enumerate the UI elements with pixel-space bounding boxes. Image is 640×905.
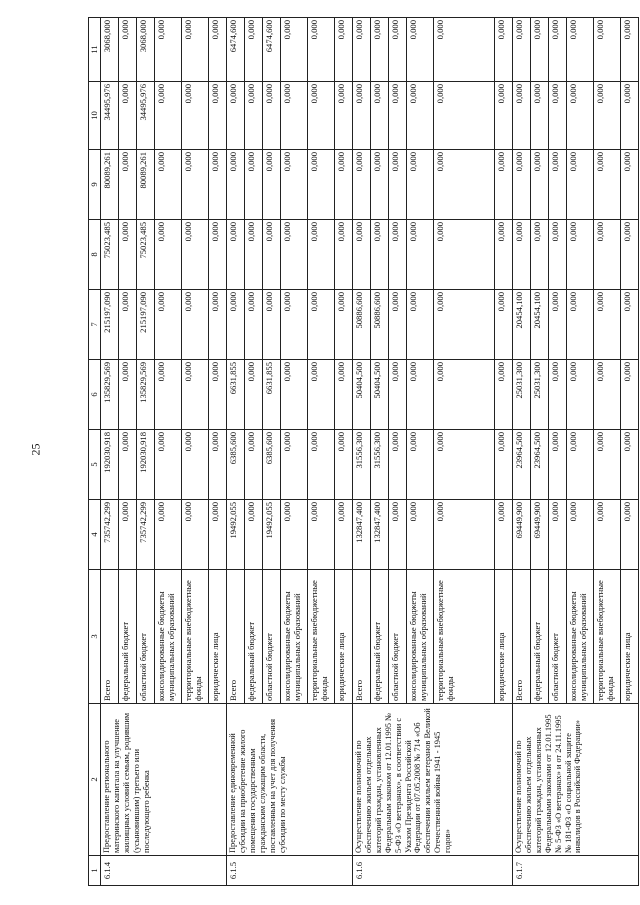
funding-source: областной бюджет	[137, 570, 155, 704]
amount-cell: 0,000	[594, 430, 621, 500]
amount-cell: 0,000	[594, 500, 621, 570]
amount-cell: 0,000	[119, 18, 137, 82]
amount-cell: 0,000	[353, 82, 371, 150]
funding-source: юридические лица	[621, 570, 639, 704]
amount-cell: 0,000	[495, 220, 513, 290]
amount-cell: 0,000	[182, 18, 209, 82]
amount-cell: 0,000	[155, 430, 182, 500]
amount-cell: 0,000	[308, 360, 335, 430]
amount-cell: 80089,261	[137, 150, 155, 220]
amount-cell: 132847,400	[371, 500, 389, 570]
amount-cell: 0,000	[227, 220, 245, 290]
amount-cell: 0,000	[434, 18, 495, 82]
table-row	[353, 18, 371, 886]
amount-cell: 0,000	[495, 360, 513, 430]
funding-source: консолидированные бюджеты муниципальных образований	[407, 570, 434, 704]
amount-cell: 0,000	[407, 82, 434, 150]
amount-cell: 69449,900	[513, 500, 531, 570]
amount-cell: 0,000	[531, 18, 549, 82]
amount-cell: 50886,600	[371, 290, 389, 360]
amount-cell: 192030,918	[137, 430, 155, 500]
table-row	[227, 18, 245, 886]
amount-cell: 19492,055	[227, 500, 245, 570]
amount-cell: 0,000	[407, 18, 434, 82]
amount-cell: 0,000	[119, 290, 137, 360]
amount-cell: 0,000	[549, 220, 567, 290]
amount-cell: 0,000	[263, 82, 281, 150]
amount-cell: 0,000	[621, 290, 639, 360]
funding-source: Всего	[513, 570, 531, 704]
amount-cell: 0,000	[119, 220, 137, 290]
amount-cell: 3068,000	[101, 18, 119, 82]
amount-cell: 0,000	[308, 430, 335, 500]
amount-cell: 0,000	[567, 82, 594, 150]
amount-cell: 0,000	[434, 430, 495, 500]
header-cell: 5	[89, 430, 101, 500]
amount-cell: 0,000	[281, 500, 308, 570]
amount-cell: 0,000	[209, 18, 227, 82]
amount-cell: 0,000	[281, 150, 308, 220]
amount-cell: 0,000	[434, 290, 495, 360]
funding-source: Всего	[353, 570, 371, 704]
amount-cell: 0,000	[209, 430, 227, 500]
amount-cell: 0,000	[308, 82, 335, 150]
amount-cell: 0,000	[567, 430, 594, 500]
amount-cell: 0,000	[389, 290, 407, 360]
funding-source: территориальные внебюджетные фонды	[182, 570, 209, 704]
amount-cell: 0,000	[389, 430, 407, 500]
amount-cell: 6631,855	[227, 360, 245, 430]
amount-cell: 0,000	[182, 82, 209, 150]
amount-cell: 735742,299	[137, 500, 155, 570]
amount-cell: 0,000	[434, 220, 495, 290]
amount-cell: 0,000	[245, 220, 263, 290]
funding-source: территориальные внебюджетные фонды	[434, 570, 495, 704]
amount-cell: 0,000	[245, 360, 263, 430]
amount-cell: 0,000	[245, 18, 263, 82]
amount-cell: 20454,100	[513, 290, 531, 360]
amount-cell: 0,000	[621, 500, 639, 570]
amount-cell: 0,000	[227, 150, 245, 220]
header-cell: 4	[89, 500, 101, 570]
amount-cell: 50886,600	[353, 290, 371, 360]
funding-source: консолидированные бюджеты муниципальных образований	[281, 570, 308, 704]
amount-cell: 0,000	[263, 150, 281, 220]
amount-cell: 25031,300	[513, 360, 531, 430]
amount-cell: 0,000	[407, 290, 434, 360]
header-cell: 1	[89, 856, 101, 886]
amount-cell: 0,000	[567, 220, 594, 290]
amount-cell: 50404,500	[371, 360, 389, 430]
item-name: Осуществление полномочий по обеспечению жильем отдельных категорий граждан, установленных Федеральными законами от 12.01.1995 № 5-ФЗ «О ветеранах» и от 24.11.1995 № 181-ФЗ «О социальной защите инвалидов в Российской Федерации»	[513, 704, 639, 856]
amount-cell: 0,000	[209, 500, 227, 570]
page-number: 25	[28, 443, 43, 456]
amount-cell: 0,000	[567, 290, 594, 360]
amount-cell: 0,000	[549, 82, 567, 150]
amount-cell: 31556,300	[353, 430, 371, 500]
amount-cell: 0,000	[495, 430, 513, 500]
amount-cell: 19492,055	[263, 500, 281, 570]
amount-cell: 6385,600	[263, 430, 281, 500]
amount-cell: 0,000	[594, 18, 621, 82]
amount-cell: 0,000	[434, 360, 495, 430]
funding-source: федеральный бюджет	[531, 570, 549, 704]
amount-cell: 0,000	[281, 220, 308, 290]
amount-cell: 0,000	[531, 150, 549, 220]
amount-cell: 0,000	[227, 82, 245, 150]
item-code: 6.1.5	[227, 856, 353, 886]
amount-cell: 0,000	[245, 150, 263, 220]
amount-cell: 0,000	[531, 82, 549, 150]
funding-source: юридические лица	[335, 570, 353, 704]
amount-cell: 0,000	[549, 290, 567, 360]
amount-cell: 0,000	[389, 18, 407, 82]
amount-cell: 0,000	[495, 500, 513, 570]
amount-cell: 23964,500	[531, 430, 549, 500]
amount-cell: 0,000	[308, 150, 335, 220]
amount-cell: 0,000	[621, 150, 639, 220]
amount-cell: 0,000	[335, 290, 353, 360]
header-cell: 7	[89, 290, 101, 360]
funding-source: консолидированные бюджеты муниципальных образований	[567, 570, 594, 704]
amount-cell: 80089,261	[101, 150, 119, 220]
item-name: Предоставление единовременной субсидии на приобретение жилого помещения государственным гражданским служащим области, поставленным на учет для получения субсидии по месту службы	[227, 704, 353, 856]
funding-source: Всего	[101, 570, 119, 704]
amount-cell: 0,000	[119, 150, 137, 220]
funding-source: консолидированные бюджеты муниципальных образований	[155, 570, 182, 704]
amount-cell: 0,000	[335, 82, 353, 150]
amount-cell: 0,000	[434, 500, 495, 570]
amount-cell: 0,000	[389, 500, 407, 570]
amount-cell: 0,000	[513, 220, 531, 290]
amount-cell: 0,000	[245, 82, 263, 150]
amount-cell: 0,000	[263, 290, 281, 360]
amount-cell: 0,000	[594, 150, 621, 220]
funding-source: федеральный бюджет	[119, 570, 137, 704]
amount-cell: 0,000	[371, 220, 389, 290]
item-code: 6.1.6	[353, 856, 513, 886]
amount-cell: 0,000	[407, 220, 434, 290]
amount-cell: 0,000	[245, 430, 263, 500]
funding-source: областной бюджет	[263, 570, 281, 704]
amount-cell: 0,000	[567, 360, 594, 430]
amount-cell: 6474,600	[227, 18, 245, 82]
amount-cell: 0,000	[594, 290, 621, 360]
amount-cell: 6631,855	[263, 360, 281, 430]
amount-cell: 0,000	[621, 18, 639, 82]
amount-cell: 0,000	[567, 18, 594, 82]
funding-source: федеральный бюджет	[371, 570, 389, 704]
amount-cell: 0,000	[182, 150, 209, 220]
amount-cell: 0,000	[308, 500, 335, 570]
header-cell: 11	[89, 18, 101, 82]
amount-cell: 0,000	[182, 430, 209, 500]
amount-cell: 0,000	[549, 360, 567, 430]
amount-cell: 0,000	[155, 290, 182, 360]
amount-cell: 0,000	[155, 18, 182, 82]
amount-cell: 0,000	[119, 82, 137, 150]
amount-cell: 0,000	[353, 150, 371, 220]
amount-cell: 0,000	[621, 430, 639, 500]
amount-cell: 34495,976	[137, 82, 155, 150]
amount-cell: 0,000	[621, 82, 639, 150]
header-cell: 3	[89, 570, 101, 704]
amount-cell: 0,000	[335, 430, 353, 500]
amount-cell: 0,000	[182, 360, 209, 430]
amount-cell: 0,000	[371, 82, 389, 150]
amount-cell: 0,000	[621, 220, 639, 290]
amount-cell: 0,000	[182, 500, 209, 570]
funding-source: юридические лица	[209, 570, 227, 704]
amount-cell: 0,000	[371, 18, 389, 82]
amount-cell: 0,000	[281, 360, 308, 430]
amount-cell: 0,000	[513, 150, 531, 220]
header-cell: 6	[89, 360, 101, 430]
amount-cell: 0,000	[335, 220, 353, 290]
amount-cell: 25031,300	[531, 360, 549, 430]
amount-cell: 34495,976	[101, 82, 119, 150]
amount-cell: 0,000	[155, 360, 182, 430]
amount-cell: 75023,485	[137, 220, 155, 290]
amount-cell: 0,000	[353, 18, 371, 82]
amount-cell: 0,000	[513, 18, 531, 82]
table-rotator	[88, 18, 632, 886]
amount-cell: 0,000	[155, 220, 182, 290]
amount-cell: 0,000	[567, 150, 594, 220]
amount-cell: 0,000	[621, 360, 639, 430]
item-name: Осуществление полномочий по обеспечению жильем отдельных категорий граждан, установленных Федеральным законом от 12.01.1995 № 5-ФЗ «О ветеранах», в соответствии с Указом Президента Российской Федерации от 07.05.2008 № 714 «Об обеспечении жильем ветеранов Великой Отечественной войны 1941 - 1945 годов»	[353, 704, 513, 856]
amount-cell: 0,000	[209, 82, 227, 150]
header-cell: 2	[89, 704, 101, 856]
amount-cell: 0,000	[335, 360, 353, 430]
funding-source: федеральный бюджет	[245, 570, 263, 704]
amount-cell: 0,000	[209, 360, 227, 430]
amount-cell: 215197,090	[137, 290, 155, 360]
amount-cell: 0,000	[389, 82, 407, 150]
amount-cell: 135829,569	[137, 360, 155, 430]
amount-cell: 0,000	[281, 290, 308, 360]
amount-cell: 0,000	[155, 82, 182, 150]
amount-cell: 0,000	[594, 220, 621, 290]
amount-cell: 0,000	[389, 360, 407, 430]
amount-cell: 69449,900	[531, 500, 549, 570]
amount-cell: 0,000	[281, 18, 308, 82]
amount-cell: 0,000	[335, 150, 353, 220]
item-code: 6.1.4	[101, 856, 227, 886]
amount-cell: 75023,485	[101, 220, 119, 290]
amount-cell: 0,000	[549, 150, 567, 220]
amount-cell: 0,000	[434, 82, 495, 150]
table-body	[101, 18, 639, 886]
amount-cell: 0,000	[434, 150, 495, 220]
funding-source: территориальные внебюджетные фонды	[594, 570, 621, 704]
amount-cell: 0,000	[407, 360, 434, 430]
amount-cell: 0,000	[495, 290, 513, 360]
amount-cell: 0,000	[245, 290, 263, 360]
amount-cell: 0,000	[549, 500, 567, 570]
amount-cell: 20454,100	[531, 290, 549, 360]
amount-cell: 3068,000	[137, 18, 155, 82]
amount-cell: 0,000	[281, 430, 308, 500]
funding-source: областной бюджет	[549, 570, 567, 704]
amount-cell: 0,000	[155, 500, 182, 570]
header-row	[89, 18, 101, 886]
amount-cell: 0,000	[495, 82, 513, 150]
amount-cell: 31556,300	[371, 430, 389, 500]
amount-cell: 0,000	[594, 82, 621, 150]
amount-cell: 192030,918	[101, 430, 119, 500]
amount-cell: 0,000	[549, 430, 567, 500]
amount-cell: 0,000	[495, 150, 513, 220]
header-cell: 10	[89, 82, 101, 150]
amount-cell: 0,000	[227, 290, 245, 360]
amount-cell: 0,000	[371, 150, 389, 220]
amount-cell: 50404,500	[353, 360, 371, 430]
funding-source: территориальные внебюджетные фонды	[308, 570, 335, 704]
amount-cell: 0,000	[209, 290, 227, 360]
rotated-table-sheet	[88, 18, 632, 886]
funding-source: областной бюджет	[389, 570, 407, 704]
table-row	[513, 18, 531, 886]
amount-cell: 0,000	[335, 500, 353, 570]
amount-cell: 0,000	[182, 290, 209, 360]
table-row	[101, 18, 119, 886]
amount-cell: 0,000	[263, 220, 281, 290]
amount-cell: 0,000	[209, 150, 227, 220]
amount-cell: 0,000	[594, 360, 621, 430]
amount-cell: 0,000	[245, 500, 263, 570]
amount-cell: 0,000	[308, 220, 335, 290]
amount-cell: 215197,090	[101, 290, 119, 360]
item-code: 6.1.7	[513, 856, 639, 886]
amount-cell: 135829,569	[101, 360, 119, 430]
amount-cell: 132847,400	[353, 500, 371, 570]
amount-cell: 0,000	[567, 500, 594, 570]
amount-cell: 0,000	[335, 18, 353, 82]
amount-cell: 0,000	[119, 500, 137, 570]
amount-cell: 6385,600	[227, 430, 245, 500]
amount-cell: 0,000	[513, 82, 531, 150]
amount-cell: 0,000	[209, 220, 227, 290]
amount-cell: 0,000	[407, 430, 434, 500]
amount-cell: 0,000	[182, 220, 209, 290]
funding-table	[88, 17, 639, 886]
header-cell: 9	[89, 150, 101, 220]
amount-cell: 0,000	[407, 500, 434, 570]
amount-cell: 6474,600	[263, 18, 281, 82]
amount-cell: 0,000	[407, 150, 434, 220]
amount-cell: 0,000	[308, 290, 335, 360]
amount-cell: 0,000	[389, 150, 407, 220]
amount-cell: 735742,299	[101, 500, 119, 570]
amount-cell: 0,000	[155, 150, 182, 220]
amount-cell: 0,000	[119, 360, 137, 430]
funding-source: юридические лица	[495, 570, 513, 704]
amount-cell: 0,000	[389, 220, 407, 290]
amount-cell: 0,000	[281, 82, 308, 150]
amount-cell: 0,000	[353, 220, 371, 290]
funding-source: Всего	[227, 570, 245, 704]
amount-cell: 0,000	[549, 18, 567, 82]
amount-cell: 0,000	[308, 18, 335, 82]
amount-cell: 0,000	[119, 430, 137, 500]
amount-cell: 0,000	[495, 18, 513, 82]
amount-cell: 23964,500	[513, 430, 531, 500]
amount-cell: 0,000	[531, 220, 549, 290]
header-cell: 8	[89, 220, 101, 290]
item-name: Предоставление регионального материнского капитала на улучшение жилищных условий семьям, родившим (усыновившим) третьего или последующего ребенка	[101, 704, 227, 856]
